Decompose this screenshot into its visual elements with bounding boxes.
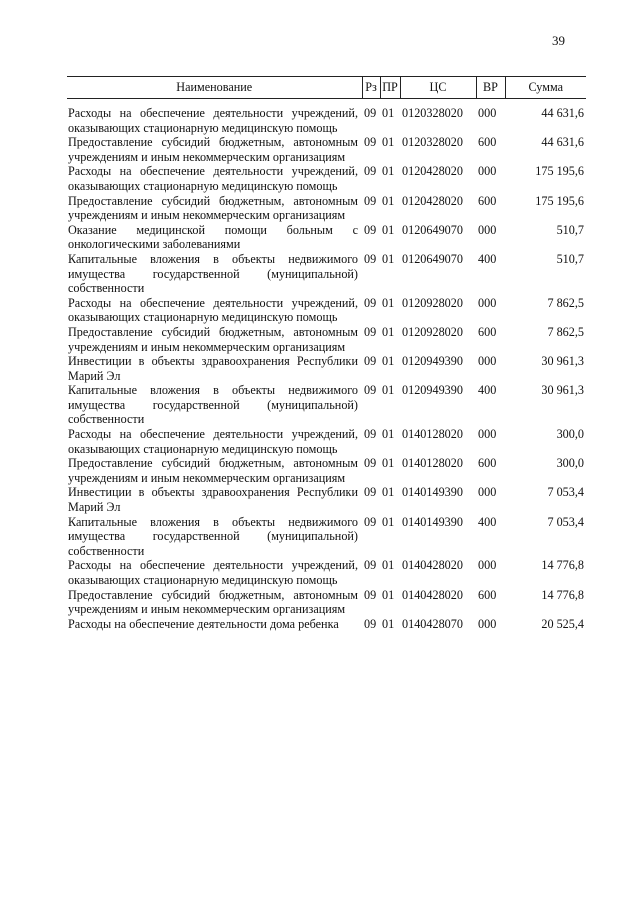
row-vr: 000	[478, 295, 497, 310]
table-row	[67, 515, 586, 559]
row-vr: 400	[478, 514, 497, 529]
row-vr: 000	[478, 427, 497, 442]
row-rz: 09	[364, 106, 377, 120]
row-name: Инвестиции в объекты здравоохранения Республики Марий Эл	[68, 354, 358, 383]
row-name: Инвестиции в объекты здравоохранения Республики Марий Эл	[68, 485, 358, 515]
row-cs: 0120928020	[402, 295, 463, 310]
row-name: Предоставление субсидий бюджетным, автономным учреждениям и иным некоммерческим организациям	[68, 135, 358, 164]
page-number: 39	[552, 33, 565, 48]
table-row	[67, 164, 586, 193]
row-rz: 09	[364, 251, 377, 266]
table-row	[67, 325, 586, 354]
row-cs: 0120949390	[402, 383, 463, 398]
table-header-row	[67, 77, 586, 99]
row-sum: 30 961,3	[541, 383, 584, 398]
table-row	[67, 383, 586, 427]
row-sum: 175 195,6	[535, 193, 584, 208]
row-name: Расходы на обеспечение деятельности учреждений, оказывающих стационарную медицинскую помощь	[68, 427, 358, 456]
row-pr: 01	[382, 383, 395, 398]
row-rz: 09	[364, 558, 377, 573]
row-sum: 175 195,6	[535, 164, 584, 179]
table-row	[67, 558, 586, 587]
row-sum: 7 053,4	[547, 514, 584, 529]
row-vr: 600	[478, 324, 497, 339]
row-vr: 400	[478, 383, 497, 398]
row-name: Расходы на обеспечение деятельности учреждений, оказывающих стационарную медицинскую помощь	[68, 164, 358, 193]
row-name: Расходы на обеспечение деятельности учреждений, оказывающих стационарную медицинскую помощь	[68, 558, 358, 587]
row-rz: 09	[364, 354, 377, 369]
row-sum: 44 631,6	[541, 135, 584, 150]
row-cs: 0120949390	[402, 354, 463, 369]
row-vr: 000	[478, 616, 497, 631]
row-vr: 600	[478, 456, 497, 471]
table-row	[67, 194, 586, 223]
row-sum: 14 776,8	[541, 558, 584, 573]
row-cs: 0140428020	[402, 587, 463, 602]
row-name: Расходы на обеспечение деятельности учреждений, оказывающих стационарную медицинскую помощь	[68, 295, 358, 325]
row-rz: 09	[364, 587, 377, 602]
header-rz: Рз	[362, 77, 380, 99]
row-cs: 0120428020	[402, 164, 463, 179]
row-pr: 01	[382, 485, 395, 500]
row-sum: 300,0	[556, 427, 584, 442]
row-sum: 510,7	[556, 222, 584, 237]
row-pr: 01	[382, 295, 395, 310]
row-cs: 0120928020	[402, 324, 463, 339]
row-vr: 600	[478, 193, 497, 208]
row-name: Оказание медицинской помощи больным с онкологическими заболеваниями	[68, 222, 358, 252]
row-rz: 09	[364, 135, 377, 150]
row-rz: 09	[364, 295, 377, 310]
table-row	[67, 135, 586, 164]
header-cs: ЦС	[400, 77, 476, 99]
table-row	[67, 588, 586, 617]
row-cs: 0140149390	[402, 514, 463, 529]
table-row	[67, 427, 586, 456]
row-pr: 01	[382, 135, 395, 150]
row-rz: 09	[364, 514, 377, 529]
row-pr: 01	[382, 106, 395, 120]
header-sum: Сумма	[505, 77, 586, 99]
row-sum: 510,7	[556, 251, 584, 266]
row-cs: 0140128020	[402, 427, 463, 442]
row-pr: 01	[382, 193, 395, 208]
row-sum: 20 525,4	[541, 616, 584, 631]
row-vr: 600	[478, 135, 497, 150]
row-vr: 000	[478, 558, 497, 573]
row-cs: 0140128020	[402, 456, 463, 471]
row-vr: 000	[478, 354, 497, 369]
row-pr: 01	[382, 558, 395, 573]
table-row	[67, 354, 586, 383]
row-vr: 400	[478, 251, 497, 266]
row-rz: 09	[364, 222, 377, 237]
row-name: Капитальные вложения в объекты недвижимого имущества государственной (муниципальной) собственности	[68, 514, 358, 558]
row-name: Капитальные вложения в объекты недвижимого имущества государственной (муниципальной) собственности	[68, 251, 358, 296]
table-row	[67, 99, 586, 136]
row-name: Расходы на обеспечение деятельности дома ребенка	[68, 616, 339, 631]
row-cs: 0120649070	[402, 222, 463, 237]
row-sum: 300,0	[556, 456, 584, 471]
row-name: Расходы на обеспечение деятельности учреждений, оказывающих стационарную медицинскую помощь	[68, 106, 358, 135]
row-vr: 600	[478, 587, 497, 602]
row-name: Предоставление субсидий бюджетным, автономным учреждениям и иным некоммерческим организациям	[68, 456, 358, 485]
row-rz: 09	[364, 456, 377, 471]
header-name: Наименование	[67, 77, 362, 99]
row-rz: 09	[364, 616, 377, 631]
header-vr: ВР	[476, 77, 505, 99]
table-row	[67, 252, 586, 296]
row-sum: 30 961,3	[541, 354, 584, 369]
row-pr: 01	[382, 324, 395, 339]
row-cs: 0120328020	[402, 135, 463, 150]
table-row	[67, 296, 586, 325]
row-pr: 01	[382, 514, 395, 529]
table-row	[67, 617, 586, 632]
row-pr: 01	[382, 354, 395, 369]
row-pr: 01	[382, 222, 395, 237]
row-sum: 7 862,5	[547, 295, 584, 310]
row-name: Капитальные вложения в объекты недвижимого имущества государственной (муниципальной) собственности	[68, 383, 358, 427]
row-cs: 0120649070	[402, 251, 463, 266]
row-cs: 0140428020	[402, 558, 463, 573]
row-pr: 01	[382, 587, 395, 602]
row-rz: 09	[364, 324, 377, 339]
row-name: Предоставление субсидий бюджетным, автономным учреждениям и иным некоммерческим организациям	[68, 193, 358, 223]
row-name: Предоставление субсидий бюджетным, автономным учреждениям и иным некоммерческим организациям	[68, 324, 358, 354]
header-pr: ПР	[380, 77, 400, 99]
row-rz: 09	[364, 164, 377, 179]
table-row	[67, 485, 586, 514]
row-pr: 01	[382, 427, 395, 442]
row-sum: 7 053,4	[547, 485, 584, 500]
row-rz: 09	[364, 427, 377, 442]
row-pr: 01	[382, 456, 395, 471]
table-row	[67, 223, 586, 252]
row-vr: 000	[478, 164, 497, 179]
row-sum: 44 631,6	[541, 106, 584, 120]
row-vr: 000	[478, 485, 497, 500]
row-vr: 000	[478, 222, 497, 237]
row-sum: 14 776,8	[541, 587, 584, 602]
row-cs: 0120328020	[402, 106, 463, 120]
row-rz: 09	[364, 193, 377, 208]
row-cs: 0120428020	[402, 193, 463, 208]
row-pr: 01	[382, 251, 395, 266]
row-cs: 0140428070	[402, 616, 463, 631]
row-pr: 01	[382, 616, 395, 631]
row-cs: 0140149390	[402, 485, 463, 500]
row-vr: 000	[478, 106, 497, 120]
row-pr: 01	[382, 164, 395, 179]
row-rz: 09	[364, 383, 377, 398]
budget-table	[67, 76, 586, 631]
table-row	[67, 456, 586, 485]
row-rz: 09	[364, 485, 377, 500]
row-name: Предоставление субсидий бюджетным, автономным учреждениям и иным некоммерческим организациям	[68, 587, 358, 617]
row-sum: 7 862,5	[547, 324, 584, 339]
